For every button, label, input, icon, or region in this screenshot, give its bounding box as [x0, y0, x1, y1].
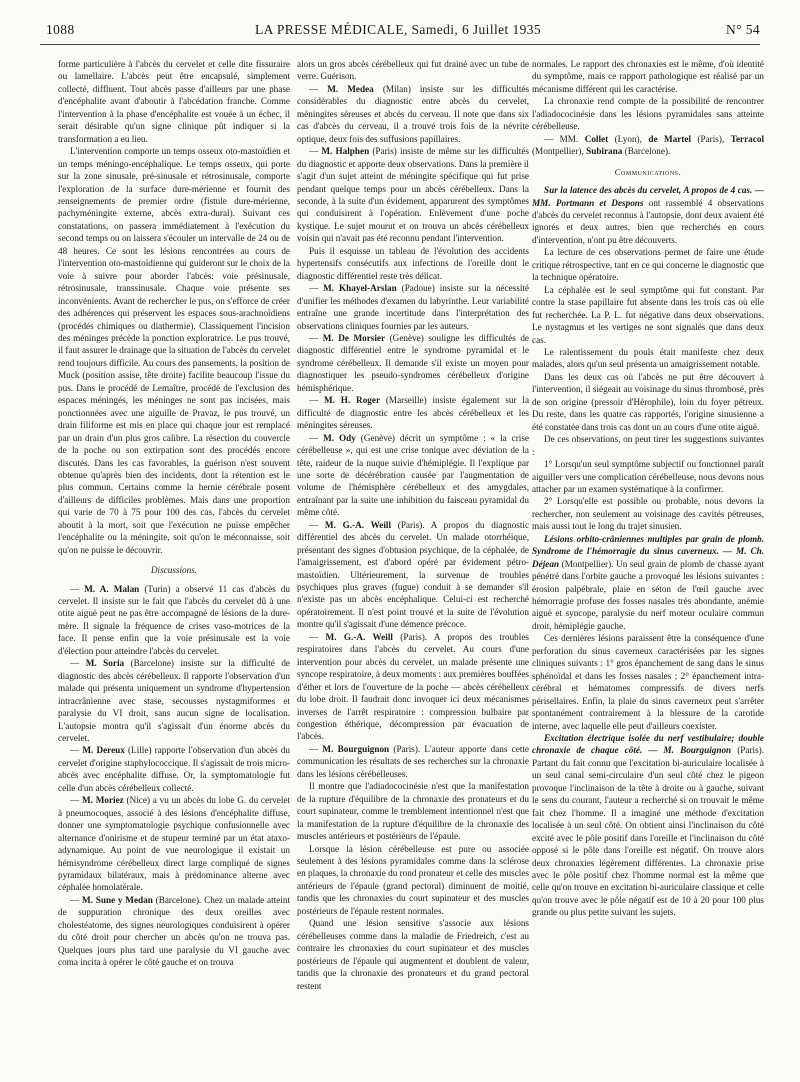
paragraph: Lorsque la lésion cérébelleuse est pure ou associée seulement à des lésions pyramidales comme dans la sclérose en plaques, la chronaxie du rond pronateur et celle des muscles antérieurs de l'épaule (grand pectoral) diminuent de moitié, tandis que les chronaxies du court supinateur et des muscles postérieurs de l'épaule restent normales.	[297, 843, 529, 916]
journal-title: LA PRESSE MÉDICALE, Samedi, 6 Juillet 1935	[255, 22, 542, 37]
page-header	[40, 22, 760, 44]
speaker-name: M. A. Malan	[84, 583, 140, 594]
discussion-entry: — M. G.-A. Weill (Paris). A propos du diagnostic différentiel des abcès du cervelet. Un malade otorrhéique, présentant des signes d'obtusion psychique, de la céphalée, de l'amaigrissement, est d'abord opéré par évidement pétro-mastoïdien. Ultérieurement, la survenue de troubles psychiques plus graves (fugue) conduit à se demander s'il n'existe pas un abcès encéphalique. Celui-ci est recherché opératoirement. Il n'est point trouvé et la suite de l'évolution montre qu'il s'agissait d'une démence précoce.	[297, 519, 529, 630]
discussions-heading: Discussions.	[150, 565, 198, 576]
communication-title: Excitation électrique isolée du nerf vestibulaire; double chronaxie de chaque côté. — M. Bourguignon	[532, 733, 764, 756]
discussion-entry: — M. H. Roger (Marseille) insiste également sur la difficulté de diagnostic entre les abcès cérébelleux et les méningites séreuses.	[297, 395, 529, 431]
speaker-name: M. H. Roger	[324, 395, 381, 406]
column-left	[58, 58, 290, 969]
discussion-entry: — M. Khayel-Arslan (Padoue) insiste sur la nécessité d'unifier les méthodes d'examen du labyrinthe. Leur variabilité entraîne une grande incertitude dans l'interprétation des observations cliniques fournies par les auteurs.	[297, 283, 529, 331]
paragraph: Le ralentissement du pouls était manifeste chez deux malades, alors qu'un seul présenta un amaigrissement notable.	[532, 346, 764, 370]
paragraph: La céphalée est le seul symptôme qui fut constant. Par contre la stase papillaire fut absente dans les trois cas où elle fut recherchée. La P. L. fut négative dans deux observations. Le nystagmus et les vertiges ne sont signalés que dans deux cas.	[532, 284, 764, 345]
communications-heading: Communications.	[614, 166, 682, 177]
paragraph: 1° Lorsqu'un seul symptôme subjectif ou fonctionnel paraît aiguiller vers une complication cérébelleuse, nous devons nous attacher par un examen systématique à la confirmer.	[532, 459, 764, 494]
paragraph: 2° Lorsqu'elle est possible ou probable, nous devons la rechercher, non seulement au voisinage des cavités pétreuses, mais aussi tout le long du trajet sinusien.	[532, 496, 764, 532]
discussion-entry: — M. G.-A. Weill (Paris). A propos des troubles respiratoires dans l'abcès du cervelet. Au cours d'une intervention pour abcès du cervelet, un malade présente une syncope respiratoire, à deux moments : aux premières bouffées d'éther et lors de l'ouverture de la poche — abcès cérébelleux du lobe droit. Il faudrait donc invoquer ici deux mécanismes inverses de l'arrêt respiratoire : compression bulbaire par congestion éthérique, décompression par évacuation de l'abcès.	[297, 631, 529, 742]
header-rule	[40, 44, 760, 45]
discussion-entry: — M. Bourguignon (Paris). L'auteur apporte dans cette communication les résultats de ses recherches sur la chronaxie dans les lésions cérébelleuses.	[297, 743, 529, 779]
discussion-entry: — M. Medea (Milan) insiste sur les difficultés considérables du diagnostic entre abcès du cervelet, méningites séreuses et abcès du cerveau. Il note que dans six cas d'abcès du cerveau, il a trouvé trois fois de la névrite optique, deux fois des suffusions papillaires.	[297, 83, 529, 144]
speaker-name: M. Soria	[85, 658, 125, 669]
discussion-entry: — M. Halphen (Paris) insiste de même sur les difficultés du diagnostic et apporte deux observations. Dans la première il s'agit d'un sujet atteint de méningite spécifique qui fut prise pendant quelque temps pour un abcès cérébelleux. Dans la seconde, à la suite d'un évidement, apparurent des symptômes qui conduisirent à l'opération. Enlèvement d'une poche kystique. Le sujet mourut et on trouva un abcès cérébelleux voisin qui n'avait pas été reconnu pendant l'intervention.	[297, 146, 529, 244]
speaker-name: Collet	[584, 133, 609, 144]
paragraph: Puis il esquisse un tableau de l'évolution des accidents hypertensifs consécutifs aux infections de l'oreille dont le diagnostic différentiel reste très délicat.	[297, 245, 529, 281]
speaker-name: M. G.-A. Weill	[325, 631, 393, 642]
discussion-entry: — M. Ody (Genève) décrit un symptôme : « la crise cérébelleuse », qui est une crise tonique avec déviation de la tête, raideur de la nuque suivie d'hémiplégie. Il l'explique par une sorte de décérébration causée par l'augmentation de volume de l'hémisphère cérébelleux et des amygdales, entraînant par la suite une inhibition du faisceau pyramidal du même côté.	[297, 432, 529, 518]
speaker-name: M. Dereux	[82, 745, 125, 756]
speaker-name: M. Bourguignon	[322, 743, 390, 754]
speaker-name: M. G.-A. Weill	[324, 519, 392, 530]
paragraph: Ces dernières lésions paraissent être la conséquence d'une perforation du sinus caverneux caractérisées par les signes cliniques suivants : 1° gros épanchement de sang dans le sinus sphénoïdal et dans les fosses nasales ; 2° épanchement intra-cérébral et hématomes compressifs de divers nerfs périsellaires. Enfin, la plaie du sinus caverneux peut s'arrêter spontanément contrairement à la blessure de la carotide interne, avec laquelle elle peut d'ailleurs coexister.	[532, 633, 764, 731]
discussion-entry: — M. Sune y Medan (Barcelone). Chez un malade atteint de suppuration chronique des deux oreilles avec cholestéatome, des signes neurologiques conduisirent à opérer du côté droit pour chercher un abcès qu'on ne trouva pas. Quelques jours plus tard une paralysie du VI gauche avec coma incita à opérer le côté gauche et on trouva	[58, 894, 290, 968]
speaker-name: Subirana	[586, 146, 623, 157]
discussion-entry: — M. Soria (Barcelone) insiste sur la difficulté de diagnostic des abcès cérébelleux. Il rapporte l'observation d'un malade qui présenta uniquement un syndrome d'hypertension intracrânienne avec stase, secousses nystagmiformes et paralysie du VI droit, sans aucun signe de localisation. L'autopsie montra qu'il s'agissait d'un énorme abcès du cervelet.	[58, 658, 290, 744]
page-number: 1088	[46, 22, 75, 37]
speaker-name: M. De Morsier	[322, 332, 386, 343]
issue-number: N° 54	[725, 22, 760, 37]
paragraph: Il montre que l'adiadococinésie n'est que la manifestation de la rupture d'équilibre de la chronaxie des pronateurs et du court supinateur, comme le tremblement intentionnel n'est que la manifestation de la rupture d'équilibre de la chronaxie des muscles antérieurs et postérieurs de l'épaule.	[297, 781, 529, 842]
communication-entry: Sur la latence des abcès du cervelet, A propos de 4 cas. — MM. Portmann et Despons ont rassemblé 4 observations d'abcès du cervelet reconnus à l'autopsie, dont deux avaient été ignorés et deux autres, bien que recherchés en cours d'intervention, n'ont pu être découverts.	[532, 185, 764, 245]
paragraph: normales. Le rapport des chronaxies est le même, d'où identité du symptôme, mais ce rapport pathologique est réalisé par un mécanisme différent qui les caractérise.	[532, 59, 764, 94]
discussion-entry: — M. De Morsier (Genève) souligne les difficultés de diagnostic différentiel entre le syndrome pyramidal et le syndrome cérébelleux. Il demande s'il existe un moyen pour diagnostiquer les pseudo-syndromes cérébelleux d'origine hémisphérique.	[297, 332, 529, 393]
communication-entry: Excitation électrique isolée du nerf vestibulaire; double chronaxie de chaque côté. — M. Bourguignon (Paris). Partant du fait connu que l'excitation bi-auriculaire localisée à un seul canal semi-circulaire d'un seul côté chez le pigeon provoque l'inclinaison de la tête à droite ou à gauche, suivant le sens du courant, l'auteur a recherché si on trouvait le même fait chez l'homme. Il a imaginé une méthode d'excitation localisée à un seul côté. On obtient ainsi l'inclinaison du côté excité avec le pôle positif dans l'oreille et l'inclinaison du côté opposé si le pôle dans l'oreille est négatif. On trouve alors deux chronaxies légèrement différentes. La chronaxie prise avec le pôle positif chez l'homme normal est la même que celle qu'on trouve en excitation bi-auriculaire classique et celle qu'on trouve avec le pôle négatif est de 10 à 20 pour 100 plus grande ou plus petite suivant les sujets.	[532, 733, 764, 918]
communication-title: Sur la latence des abcès du cervelet, A propos de 4 cas. — MM. Portmann et Despons	[532, 185, 764, 208]
paragraph: Dans les deux cas où l'abcès ne put être découvert à l'intervention, il siégeait au voisinage du sinus thrombosé, près de son origine (pressoir d'Hérophile), loin du foyer pétreux. Du reste, dans les quatre cas rapportés, l'origine sinusienne a été constatée dans trois cas dont un au cours d'une otite aiguë.	[532, 371, 764, 432]
column-right	[532, 58, 764, 919]
speaker-name: M. Sune y Medan	[81, 894, 153, 905]
paragraph: De ces observations, on peut tirer les suggestions suivantes :	[532, 434, 764, 457]
discussion-entry: — M. Moriez (Nice) a vu un abcès du lobe G. du cervelet à pneumocoques, associé à des lésions d'encéphalite diffuse, donner une symptomatologie psychique confusionnelle avec alternance d'onirisme et de stupeur terminé par un état ataxo-adynamique. Au point de vue neurologique il existait un hémisyndrome cérébelleux direct large compliqué de signes pyramidaux bilatéraux, mais à prédominance alterne avec céphalée homolatérale.	[58, 795, 290, 893]
paragraph: forme particulière à l'abcès du cervelet et celle dite fissuraire ou lamellaire. L'abcès peut être encapsulé, simplement collecté, diffluent. Tout abcès passe d'ailleurs par une phase d'encéphalite avant d'aboutir à l'abcédation franche. Comme l'intervention à la phase d'encéphalite est vouée à un échec, il serait désirable qu'un signe clinique pût indiquer si la transformation a eu lieu.	[58, 59, 290, 144]
communication-title: Lésions orbito-crâniennes multiples par grain de plomb. Syndrome de l'hémorragie du sinus caverneux. — M. Ch. Déjean	[532, 533, 764, 569]
paragraph: La chronaxie rend compte de la possibilité de rencontrer l'adiadococinésie dans les lésions pyramidales sans atteinte cérébelleuse.	[532, 96, 764, 132]
communication-entry: Lésions orbito-crâniennes multiples par grain de plomb. Syndrome de l'hémorragie du sinus caverneux. — M. Ch. Déjean (Montpellier). Un seul grain de plomb de chasse ayant pénétré dans l'orbite gauche a provoqué les lésions suivantes : érosion palpébrale, plaie en séton de l'œil gauche avec hémorragie profuse des fosses nasales très abondante, anémie aiguë et syncope, paralysie du nerf moteur oculaire commun droit, hémiplégie gauche.	[532, 533, 764, 631]
speaker-name: M. Ody	[323, 432, 356, 443]
paragraph: La lecture de ces observations permet de faire une étude critique rétrospective, tant en ce qui concerne le diagnostic que la technique opératoire.	[532, 247, 764, 283]
speaker-name: M. Khayel-Arslan	[323, 283, 397, 294]
speaker-name: de Martel	[648, 133, 691, 144]
paragraph: Quand une lésion sensitive s'associe aux lésions cérébelleuses comme dans la maladie de Friedreich, c'est au contraire les chronaxies du court supinateur et des muscles postérieurs de l'épaule qui augmentent et doublent de valeur, tandis que la chronaxie des pronateurs et du grand pectoral restent	[297, 918, 529, 991]
discussion-entry: — MM. Collet (Lyon), de Martel (Paris), Terracol (Montpellier), Subirana (Barcelone).	[532, 133, 764, 157]
column-middle	[297, 58, 529, 992]
discussion-entry: — M. Dereux (Lille) rapporte l'observation d'un abcès du cervelet d'origine staphylococcique. Il s'agissait de trois micro-abcès avec encéphalite diffuse. Or, la symptomatologie fut celle d'un abcès cérébelleux collecté.	[58, 745, 290, 793]
speaker-name: M. Medea	[327, 83, 374, 94]
discussion-entry: — M. A. Malan (Turin) a observé 11 cas d'abcès du cervelet. Il insiste sur le fait que l'abcès du cervelet dû à une otite aiguë peut ne pas être accompagné de lésions de la dure-mère. Il signale la fréquence de crises vaso-motrices de la face. Il pense enfin que la voie présinusale est la voie d'élection pour atteindre l'abcès du cervelet.	[58, 583, 290, 656]
speaker-name: Terracol	[730, 133, 764, 144]
speaker-name: M. Halphen	[321, 146, 370, 157]
paragraph: L'intervention comporte un temps osseux oto-mastoïdien et un temps méningo-encéphalique. Le temps osseux, qui porte sur la zone sinusale, pré-sinusale et rétrosinusale, comporte l'exploration de la surface dure-mérienne et fournit des renseignements de premier ordre (fistule dure-mérienne, pachyméningite externe, abcès extra-dural). Suivant ces constatations, on passera immédiatement à l'exécution du second temps ou on laissera s'écouler un intervalle de 24 ou de 48 heures. Ce sont les lésions rencontrées au cours de l'intervention oto-mastoïdienne qui guideront sur le choix de la voie à suivre pour aborder l'abcès: voie présinusale, rétrosinusale, transsinusale. Chaque voie présente ses inconvénients. Avant de rechercher le pus, on s'efforce de créer des adhérences qui préservent les espaces sous-arachnoïdiens (procédés chimiques ou diathermie). Classiquement l'incision des méninges précède la ponction exploratrice. Le pus trouvé, il faut assurer le drainage que la situation de l'abcès du cervelet rend toujours difficile. Au cours des pansements, la position de Muck (position assise, tête droite) facilite beaucoup l'issue du pus. Dans le procédé de Lemaître, procédé de l'exclusion des espaces méningés, les méninges ne sont pas incisées, mais ponctionnées avec une aiguille de Pravaz, le pus trouvé, un drain filiforme est mis en place qui chaque jour est remplacé par un drain d'un plus gros calibre. La résection du couvercle de la poche ou son extirpation sont des procédés encore discutés. Dans les cas favorables, la guérison n'est souvent obtenue qu'après bien des incidents, dont la rétention est le plus commun. Certains comme la hernie cérébrale posent d'ailleurs de difficiles problèmes. Mais dans une proportion qui varie de 70 à 75 pour 100 des cas, l'abcès du cervelet aboutit à la mort, soit que l'exécution ne puisse empêcher l'encéphalite ou la méningite, soit qu'on le méconnaisse, soit qu'on ne puisse le découvrir.	[58, 146, 290, 555]
speaker-name: M. Moriez	[81, 795, 124, 806]
paragraph: alors un gros abcès cérébelleux qui fut drainé avec un tube de verre. Guérison.	[297, 59, 529, 82]
